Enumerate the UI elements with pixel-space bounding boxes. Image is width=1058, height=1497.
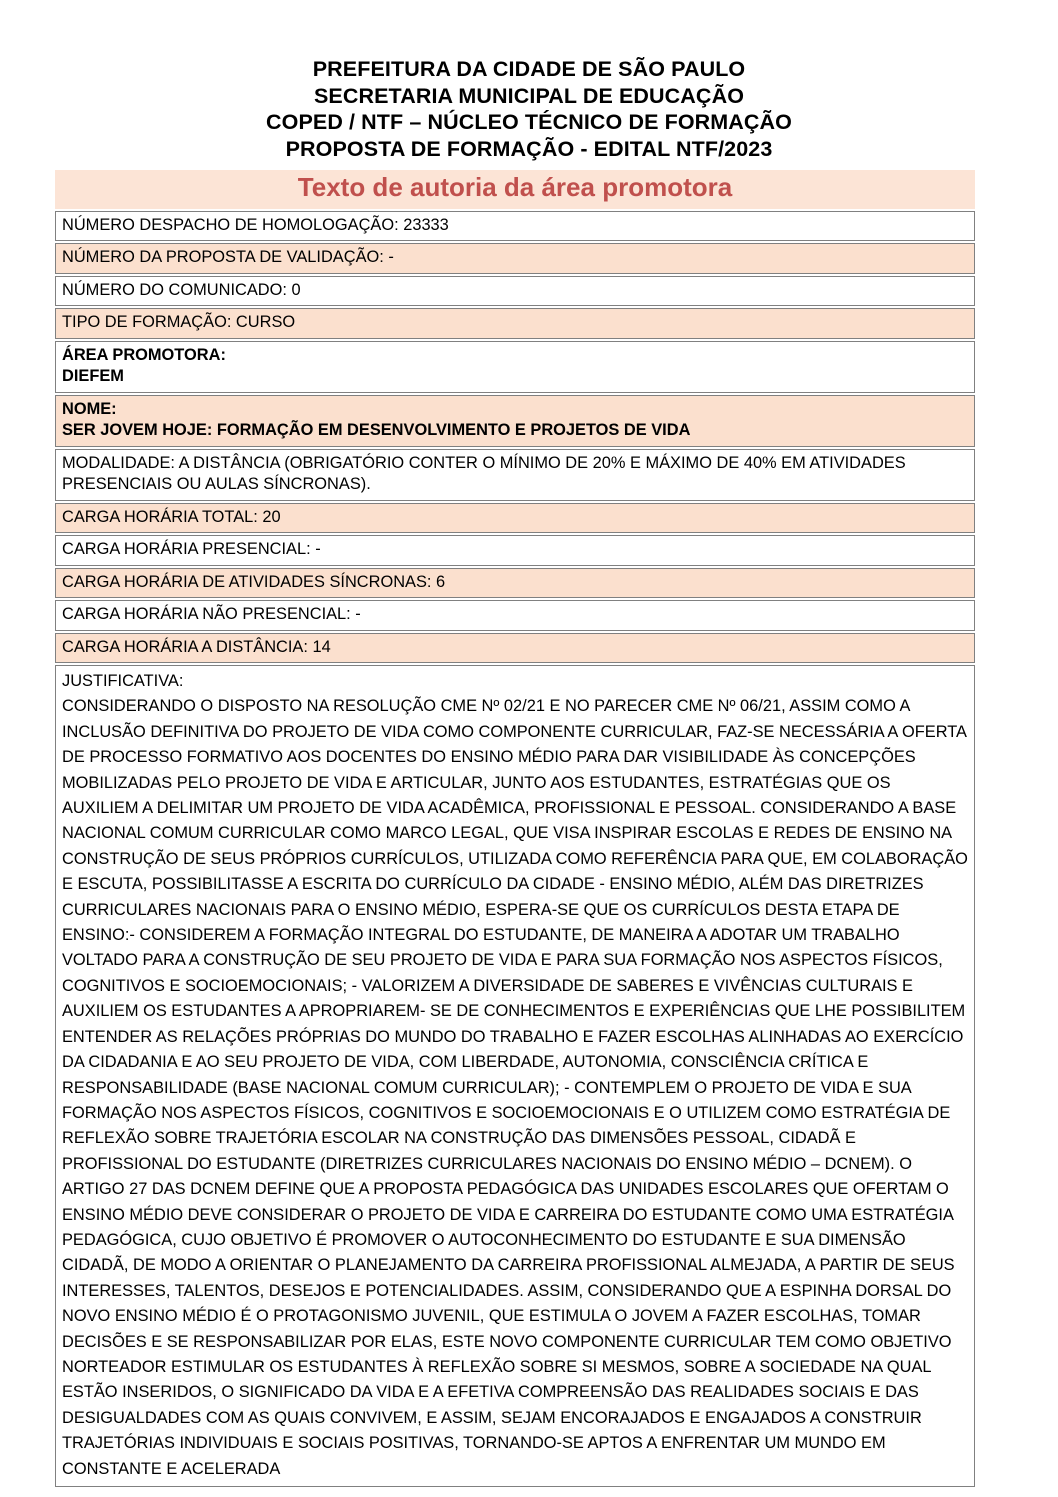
numero-comunicado-cell: NÚMERO DO COMUNICADO: 0 <box>55 276 975 307</box>
modalidade-line-2: PRESENCIAIS OU AULAS SÍNCRONAS). <box>62 475 371 493</box>
nome-label: NOME: <box>62 399 117 418</box>
row-carga-horaria-sincronas <box>55 568 975 599</box>
carga-horaria-total-cell: CARGA HORÁRIA TOTAL: 20 <box>55 503 975 534</box>
header-line-secretaria: SECRETARIA MUNICIPAL DE EDUCAÇÃO <box>313 83 745 108</box>
row-carga-horaria-presencial <box>55 535 975 566</box>
banner-title: Texto de autoria da área promotora <box>297 172 733 202</box>
row-numero-comunicado <box>55 276 975 307</box>
banner-cell <box>55 170 975 209</box>
row-numero-despacho <box>55 211 975 242</box>
banner-row <box>55 170 975 209</box>
nome-value: SER JOVEM HOJE: FORMAÇÃO EM DESENVOLVIMENTO E PROJETOS DE VIDA <box>62 421 691 439</box>
tipo-formacao-cell: TIPO DE FORMAÇÃO: CURSO <box>55 308 975 339</box>
numero-despacho-cell: NÚMERO DESPACHO DE HOMOLOGAÇÃO: 23333 <box>55 211 975 242</box>
row-numero-proposta-validacao <box>55 243 975 274</box>
carga-horaria-nao-presencial-cell: CARGA HORÁRIA NÃO PRESENCIAL: - <box>55 600 975 631</box>
header-line-coped-ntf: COPED / NTF – NÚCLEO TÉCNICO DE FORMAÇÃO <box>266 110 792 134</box>
justificativa-label: JUSTIFICATIVA: <box>62 672 184 690</box>
carga-horaria-sincronas-cell: CARGA HORÁRIA DE ATIVIDADES SÍNCRONAS: 6 <box>55 568 975 599</box>
numero-proposta-validacao-cell: NÚMERO DA PROPOSTA DE VALIDAÇÃO: - <box>55 243 975 274</box>
nome-cell <box>55 395 975 447</box>
area-promotora-label: ÁREA PROMOTORA: <box>62 345 226 364</box>
row-carga-horaria-distancia <box>55 633 975 664</box>
row-nome <box>55 395 975 447</box>
row-carga-horaria-nao-presencial <box>55 600 975 631</box>
row-carga-horaria-total <box>55 503 975 534</box>
carga-horaria-presencial-cell: CARGA HORÁRIA PRESENCIAL: - <box>55 535 975 566</box>
carga-horaria-distancia-cell: CARGA HORÁRIA A DISTÂNCIA: 14 <box>55 633 975 664</box>
justificativa-body: CONSIDERANDO O DISPOSTO NA RESOLUÇÃO CME Nº 02/21 E NO PARECER CME Nº 06/21, ASSIM COMO A INCLUSÃO DEFINITIVA DO PROJETO DE VIDA COMO COMPONENTE CURRICULAR, FAZ-SE NECESSÁRIA A OFERTA DE PROCESSO FORMATIVO AOS DOCENTES DO ENSINO MÉDIO PARA DAR VISIBILIDADE ÀS CONCEPÇÕES MOBILIZADAS PELO PROJETO DE VIDA E ARTICULAR, JUNTO AOS ESTUDANTES, ESTRATÉGIAS QUE OS AUXILIEM A DELIMITAR UM PROJETO DE VIDA ACADÊMICA, PROFISSIONAL E PESSOAL. CONSIDERANDO A BASE NACIONAL COMUM CURRICULAR COMO MARCO LEGAL, QUE VISA INSPIRAR ESCOLAS E REDES DE ENSINO NA CONSTRUÇÃO DE SEUS PRÓPRIOS CURRÍCULOS, UTILIZADA COMO REFERÊNCIA PARA QUE, EM COLABORAÇÃO E ESCUTA, POSSIBILITASSE A ESCRITA DO CURRÍCULO DA CIDADE - ENSINO MÉDIO, ALÉM DAS DIRETRIZES CURRICULARES NACIONAIS PARA O ENSINO MÉDIO, ESPERA-SE QUE OS CURRÍCULOS DESTA ETAPA DE ENSINO:- CONSIDEREM A FORMAÇÃO INTEGRAL DO ESTUDANTE, DE MANEIRA A ADOTAR UM TRABALHO VOLTADO PARA A CONSTRUÇÃO DE SEU PROJETO DE VIDA E PARA SUA FORMAÇÃO NOS ASPECTOS FÍSICOS, COGNITIVOS E SOCIOEMOCIONAIS; - VALORIZEM A DIVERSIDADE DE SABERES E VIVÊNCIAS CULTURAIS E AUXILIEM OS ESTUDANTES A APROPRIAREM- SE DE CONHECIMENTOS E EXPERIÊNCIAS QUE LHE POSSIBILITEM ENTENDER AS RELAÇÕES PRÓPRIAS DO MUNDO DO TRABALHO E FAZER ESCOLHAS ALINHADAS AO EXERCÍCIO DA CIDADANIA E AO SEU PROJETO DE VIDA, COM LIBERDADE, AUTONOMIA, CONSCIÊNCIA CRÍTICA E RESPONSABILIDADE (BASE NACIONAL COMUM CURRICULAR); - CONTEMPLEM O PROJETO DE VIDA E SUA FORMAÇÃO NOS ASPECTOS FÍSICOS, COGNITIVOS E SOCIOEMOCIONAIS E O UTILIZEM COMO ESTRATÉGIA DE REFLEXÃO SOBRE TRAJETÓRIA ESCOLAR NA CONSTRUÇÃO DAS DIMENSÕES PESSOAL, CIDADÃ E PROFISSIONAL DO ESTUDANTE (DIRETRIZES CURRICULARES NACIONAIS DO ENSINO MÉDIO – DCNEM). O ARTIGO 27 DAS DCNEM DEFINE QUE A PROPOSTA PEDAGÓGICA DAS UNIDADES ESCOLARES QUE OFERTAM O ENSINO MÉDIO DEVE CONSIDERAR O PROJETO DE VIDA E CARREIRA DO ESTUDANTE COMO UMA ESTRATÉGIA PEDAGÓGICA, CUJO OBJETIVO É PROMOVER O AUTOCONHECIMENTO DO ESTUDANTE E SUA DIMENSÃO CIDADÃ, DE MODO A ORIENTAR O PLANEJAMENTO DA CARREIRA PROFISSIONAL ALMEJADA, A PARTIR DE SEUS INTERESSES, TALENTOS, DESEJOS E POTENCIALIDADES. ASSIM, CONSIDERANDO QUE A ESPINHA DORSAL DO NOVO ENSINO MÉDIO É O PROTAGONISMO JUVENIL, QUE ESTIMULA O JOVEM A FAZER ESCOLHAS, TOMAR DECISÕES E SE RESPONSABILIZAR POR ELAS, ESTE NOVO COMPONENTE CURRICULAR TEM COMO OBJETIVO NORTEADOR ESTIMULAR OS ESTUDANTES À REFLEXÃO SOBRE SI MESMOS, SOBRE A SOCIEDADE NA QUAL ESTÃO INSERIDOS, O SIGNIFICADO DA VIDA E A EFETIVA COMPREENSÃO DAS REALIDADES SOCIAIS E DAS DESIGUALDADES COM AS QUAIS CONVIVEM, E ASSIM, SEJAM ENCORAJADOS E ENGAJADOS A CONSTRUIR TRAJETÓRIAS INDIVIDUAIS E SOCIAIS POSITIVAS, TORNANDO-SE APTOS A ENFRENTAR UM MUNDO EM CONSTANTE E ACELERADA <box>62 697 968 1478</box>
modalidade-cell <box>55 449 975 501</box>
justificativa-cell <box>55 665 975 1487</box>
header-line-prefeitura: PREFEITURA DA CIDADE DE SÃO PAULO <box>312 57 746 81</box>
proposal-form-table <box>55 168 975 1489</box>
document-header <box>0 0 1058 162</box>
area-promotora-cell <box>55 341 975 393</box>
row-area-promotora <box>55 341 975 393</box>
area-promotora-value: DIEFEM <box>62 367 124 385</box>
modalidade-line-1: MODALIDADE: A DISTÂNCIA (OBRIGATÓRIO CONTER O MÍNIMO DE 20% E MÁXIMO DE 40% EM ATIVIDADES <box>62 453 906 472</box>
header-line-proposta-edital: PROPOSTA DE FORMAÇÃO - EDITAL NTF/2023 <box>285 136 773 161</box>
row-modalidade <box>55 449 975 501</box>
row-tipo-formacao <box>55 308 975 339</box>
row-justificativa <box>55 665 975 1487</box>
